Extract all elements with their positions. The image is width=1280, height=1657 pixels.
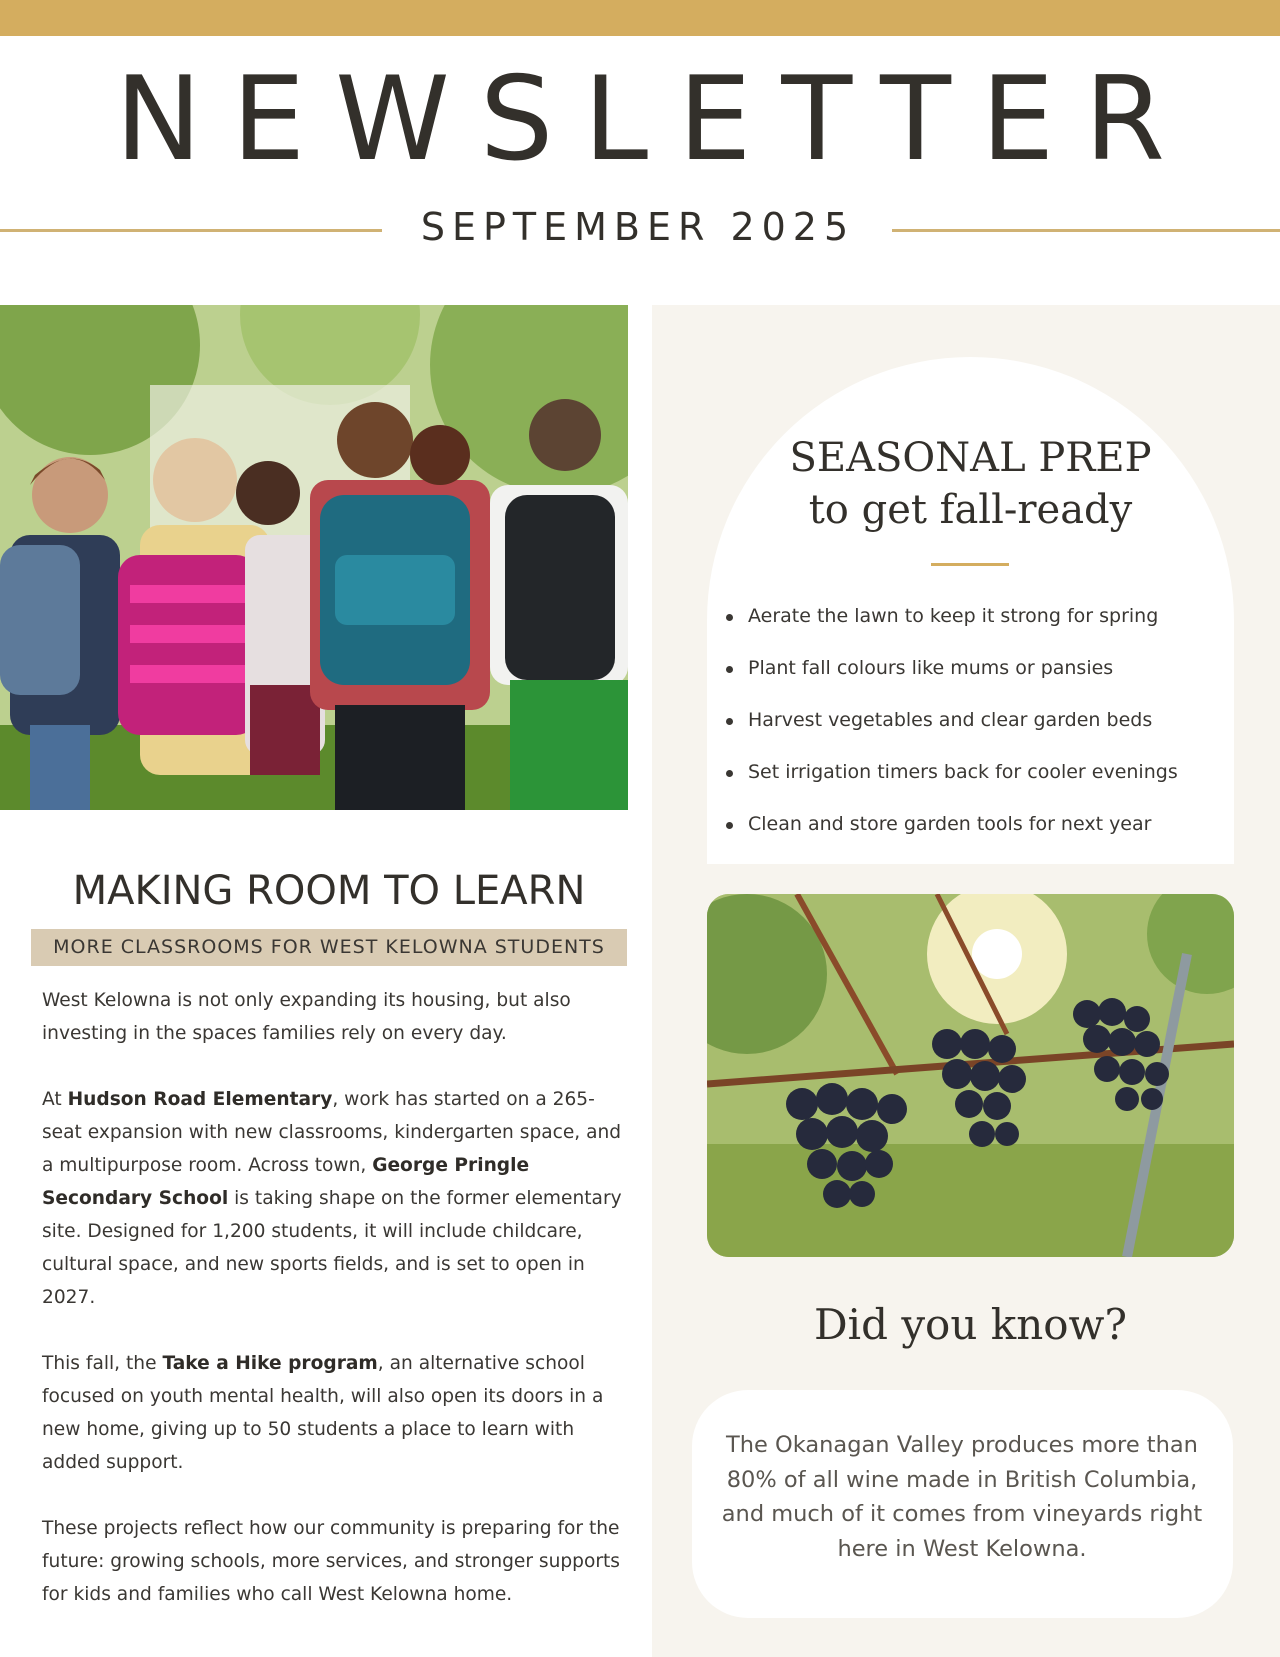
take-a-hike-program: Take a Hike program bbox=[162, 1353, 378, 1374]
top-accent-bar bbox=[0, 0, 1280, 36]
p2-text-e: is taking shape on the former elementary site. Designed for 1,200 students, it will include childcare, cultural space, and new sports fields, and is set to open in 2027. bbox=[42, 1188, 622, 1308]
list-item: Harvest vegetables and clear garden beds bbox=[724, 694, 1224, 746]
article-paragraph-3 bbox=[42, 1347, 627, 1479]
date-rule-left bbox=[0, 229, 382, 232]
did-you-know-text: The Okanagan Valley produces more than 80% of all wine made in British Columbia, and much of it comes from vineyards right here in West Kelowna. bbox=[721, 1432, 1203, 1562]
seasonal-divider bbox=[931, 563, 1009, 566]
p2-text-a: At bbox=[42, 1089, 68, 1110]
p3-text-c: , an alternative school focused on youth mental health, will also open its doors in a new home, giving up to 50 students a place to learn with added support. bbox=[42, 1353, 604, 1473]
article-body bbox=[42, 984, 627, 1644]
seasonal-prep-list bbox=[724, 590, 1224, 850]
seasonal-prep-title-line1: SEASONAL PREP bbox=[789, 435, 1152, 481]
george-pringle-secondary: George Pringle Secondary School bbox=[42, 1155, 530, 1209]
did-you-know-title: Did you know? bbox=[813, 1300, 1127, 1349]
list-item: Clean and store garden tools for next year bbox=[724, 798, 1224, 850]
list-item: Plant fall colours like mums or pansies bbox=[724, 642, 1224, 694]
hudson-road-elementary: Hudson Road Elementary bbox=[67, 1089, 333, 1110]
list-item: Aerate the lawn to keep it strong for spring bbox=[724, 590, 1224, 642]
p2-text-c: , work has started on a 265-seat expansion with new classrooms, kindergarten space, and a multipurpose room. Across town, bbox=[42, 1089, 622, 1176]
seasonal-prep-title-line2: to get fall-ready bbox=[808, 487, 1133, 533]
list-item: Set irrigation timers back for cooler evenings bbox=[724, 746, 1224, 798]
grapes-photo bbox=[707, 894, 1234, 1257]
newsletter-title: NEWSLETTER bbox=[115, 52, 1195, 187]
article-paragraph-4: These projects reflect how our community is preparing for the future: growing schools, more services, and stronger supports for kids and families who call West Kelowna home. bbox=[42, 1518, 620, 1605]
article-paragraph-2 bbox=[42, 1083, 627, 1314]
kids-illustration bbox=[0, 305, 628, 810]
article-title: MAKING ROOM TO LEARN bbox=[72, 868, 586, 914]
article-paragraph-1: West Kelowna is not only expanding its housing, but also investing in the spaces families rely on every day. bbox=[42, 990, 571, 1044]
issue-date: SEPTEMBER 2025 bbox=[420, 205, 856, 249]
article-subtitle: MORE CLASSROOMS FOR WEST KELOWNA STUDENTS bbox=[31, 929, 627, 966]
p3-text-a: This fall, the bbox=[42, 1353, 163, 1374]
grapes-illustration bbox=[707, 894, 1234, 1257]
kids-photo bbox=[0, 305, 628, 810]
seasonal-prep-title bbox=[707, 432, 1234, 536]
date-rule-right bbox=[892, 229, 1280, 232]
